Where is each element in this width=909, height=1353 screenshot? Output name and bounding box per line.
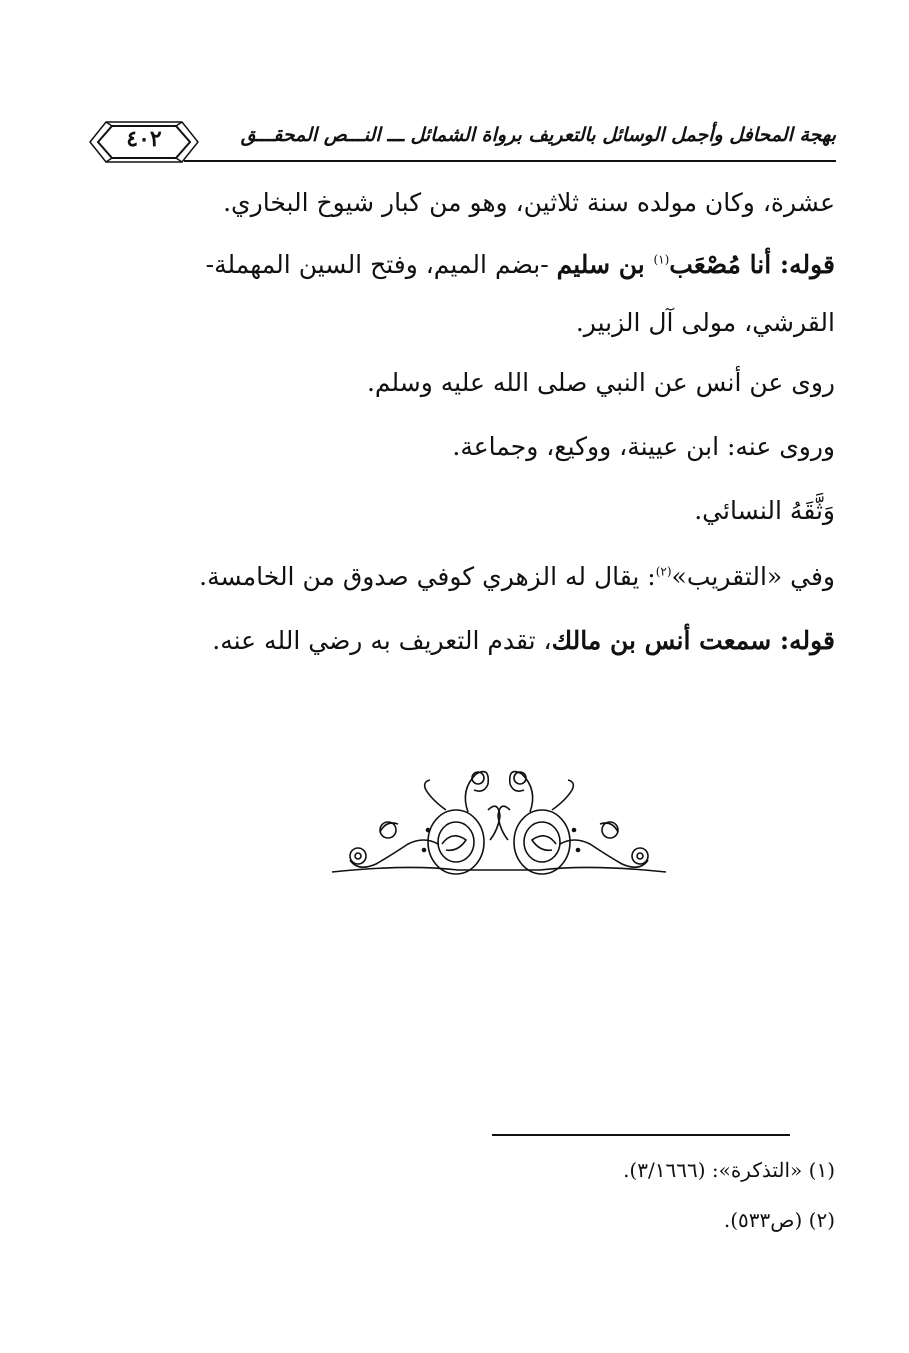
ornament-icon bbox=[328, 760, 670, 888]
paragraph-2-rest: -بضم الميم، وفتح السين المهملة- bbox=[205, 250, 557, 279]
paragraph-6: وَثَّقَهُ النسائي. bbox=[694, 496, 835, 525]
paragraph-7 bbox=[105, 562, 835, 591]
paragraph-8 bbox=[105, 626, 835, 655]
paragraph-3: القرشي، مولى آل الزبير. bbox=[575, 308, 835, 337]
page-number-badge bbox=[88, 120, 200, 164]
paragraph-5: وروى عنه: ابن عيينة، ووكيع، وجماعة. bbox=[452, 432, 835, 461]
header-rule bbox=[184, 160, 836, 162]
footnote-ref-2: (٢) bbox=[655, 564, 672, 579]
paragraph-1: عشرة، وكان مولده سنة ثلاثين، وهو من كبار شيوخ البخاري. bbox=[223, 188, 835, 217]
book-title: بهجة المحافل وأجمل الوسائل بالتعريف برواة الشمائل ـــ النـــص المحقـــق bbox=[240, 124, 836, 146]
footnote-rule bbox=[492, 1134, 790, 1136]
quote-lead-2: قوله: سمعت أنس بن مالك bbox=[551, 626, 835, 655]
taqrib-citation: وفي «التقريب» bbox=[671, 562, 835, 591]
paragraph-8-rest: ، تقدم التعريف به رضي الله عنه. bbox=[212, 626, 552, 655]
paragraph-7-rest: : يقال له الزهري كوفي صدوق من الخامسة. bbox=[199, 562, 656, 591]
quote-lead-cont: بن سليم bbox=[556, 250, 654, 279]
quote-lead: قوله: أنا مُصْعَب bbox=[669, 250, 835, 279]
paragraph-4: روى عن أنس عن النبي صلى الله عليه وسلم. bbox=[366, 368, 835, 397]
footnote-1: (١) «التذكرة»: (٣/١٦٦٦). bbox=[623, 1158, 835, 1182]
page-number: ٤٠٢ bbox=[126, 126, 162, 152]
paragraph-2 bbox=[105, 250, 835, 279]
running-header bbox=[88, 118, 836, 170]
footnote-ref-1: (١) bbox=[653, 252, 670, 267]
footnote-2: (٢) (ص٥٣٣). bbox=[723, 1208, 835, 1232]
